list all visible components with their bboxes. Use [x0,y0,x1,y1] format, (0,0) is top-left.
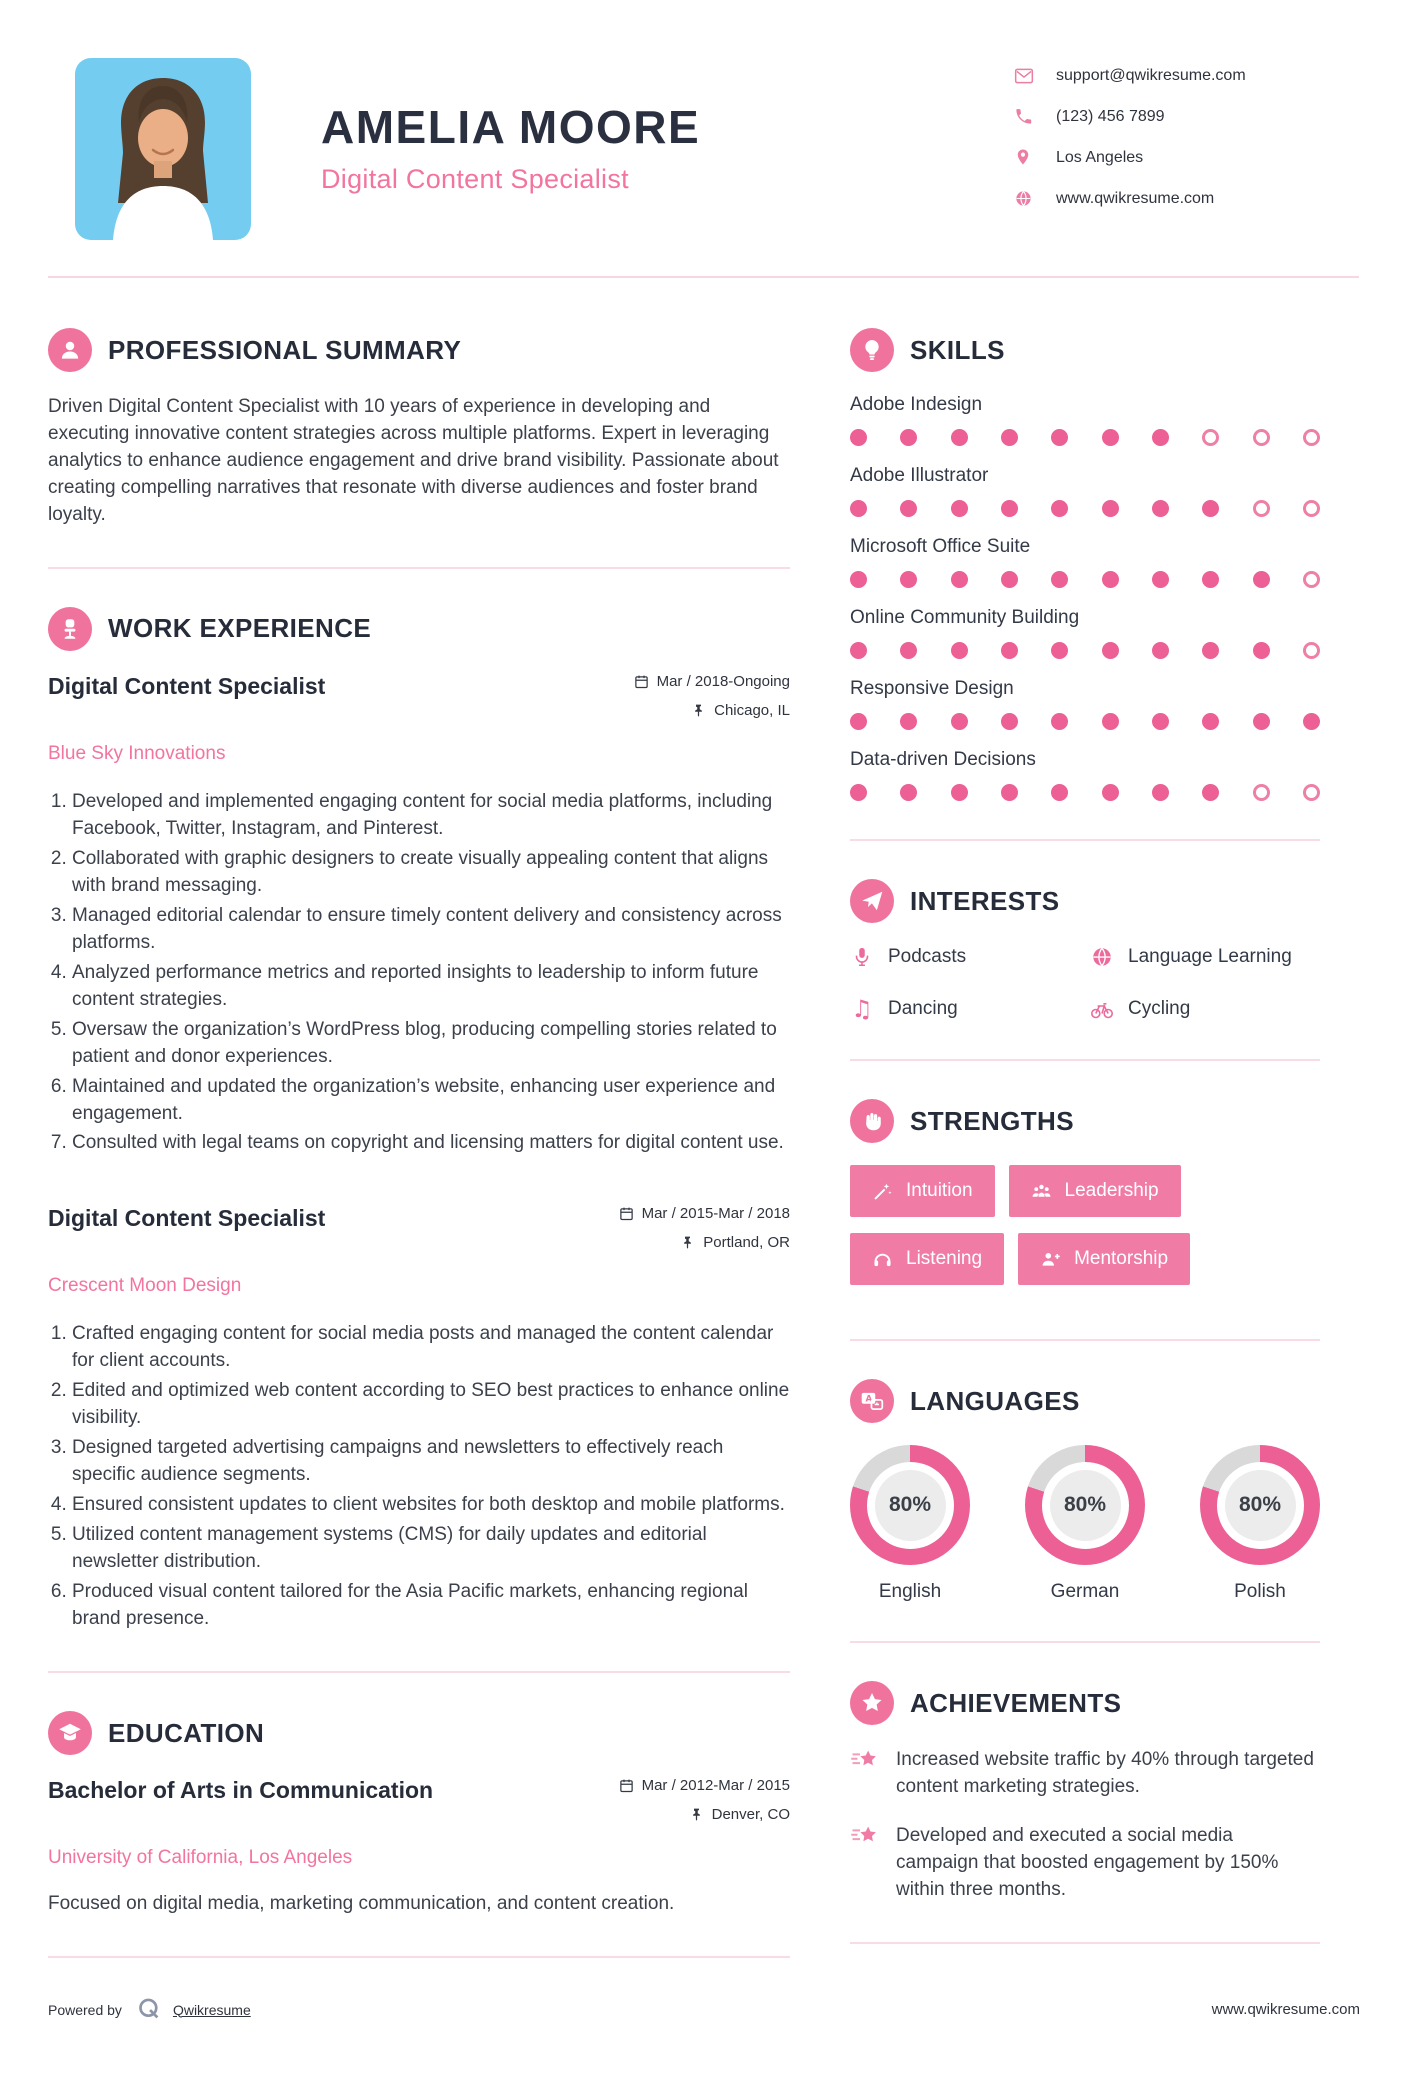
languages-section [850,1379,1320,1603]
donut-hole [1217,1462,1304,1549]
job-dates-text: Mar / 2015-Mar / 2018 [641,1205,790,1223]
job-title: Digital Content Specialist [48,672,326,699]
school-name: University of California, Los Angeles [48,1847,353,1869]
strengths-section [850,1099,1320,1301]
language-item [1200,1445,1320,1603]
globe-icon [1090,945,1114,969]
strength-badge [1009,1165,1181,1217]
job-entry [48,673,790,1158]
skill-rating [850,500,1320,517]
skill-row [850,749,1320,801]
interest-item [850,945,1080,969]
achievement-item [850,1747,1320,1801]
degree-title: Bachelor of Arts in Communication [48,1777,434,1804]
skill-dot [951,571,968,588]
skill-dot [951,713,968,730]
skill-dot [1303,500,1320,517]
education-header [48,1711,790,1755]
skill-dot [900,429,917,446]
bullet-item: 2. Edited and optimized web content according to SEO best practices to enhance online visibility. [72,1378,790,1432]
skills-section [850,328,1320,801]
pushpin-icon [691,703,706,718]
education-section [48,1711,790,1918]
skill-rating [850,713,1320,730]
bullet-item: 1. Crafted engaging content for social media posts and managed the content calendar for client accounts. [72,1321,790,1375]
job-company: Crescent Moon Design [48,1275,242,1297]
contact-website[interactable] [1014,189,1359,209]
achievements-header [850,1681,1320,1725]
skill-dot [1202,784,1219,801]
powered-by-label: Powered by [48,2001,122,2018]
contact-location-text: Los Angeles [1056,149,1144,166]
language-percent: 80% [888,1493,932,1516]
skill-dot [1152,500,1169,517]
contact-location [1014,148,1359,168]
section-divider [48,1671,790,1673]
globe-icon [1014,189,1034,209]
bullet-item: 3. Managed editorial calendar to ensure timely content delivery and consistency across platforms. [72,903,790,957]
interests-header [850,879,1320,923]
contact-email-text: support@qwikresume.com [1056,67,1246,84]
skill-name: Microsoft Office Suite [850,536,1031,557]
content-columns [0,278,1407,1996]
interests-grid [850,945,1320,1021]
job-bullet-list [48,1321,790,1633]
skill-dot [1102,571,1119,588]
skill-dot [1253,784,1270,801]
skill-dot [900,571,917,588]
skill-dot [850,500,867,517]
education-location-text: Denver, CO [711,1806,790,1824]
skill-dot [1001,500,1018,517]
person-job-title: Digital Content Specialist [321,164,629,194]
skill-dot [1051,500,1068,517]
job-location [634,702,790,719]
education-title: EDUCATION [108,1717,265,1748]
section-divider [48,1956,790,1958]
job-entry [48,1205,790,1633]
skill-row [850,536,1320,588]
skill-dot [1051,713,1068,730]
skill-row [850,678,1320,730]
work-title: WORK EXPERIENCE [108,613,372,644]
strength-label: Intuition [906,1180,973,1201]
achievements-title: ACHIEVEMENTS [910,1687,1122,1718]
donut-core [1225,1470,1296,1541]
calendar-icon [619,1778,634,1793]
office-chair-icon [48,607,92,651]
strength-badge [850,1233,1004,1285]
summary-title: PROFESSIONAL SUMMARY [108,334,462,365]
skill-dot [1202,571,1219,588]
skill-dot [1303,784,1320,801]
language-name: Polish [1234,1581,1286,1602]
education-entry-top [48,1777,790,1835]
summary-header [48,328,790,372]
bullet-item: 5. Oversaw the organization’s WordPress blog, producing compelling stories related to patient and donor experiences. [72,1017,790,1071]
skill-dot [900,500,917,517]
person-icon [48,328,92,372]
skill-dot [1001,571,1018,588]
skill-dot [951,429,968,446]
person-name: AMELIA MOORE [321,101,701,153]
skill-dot [951,784,968,801]
language-percent: 80% [1063,1493,1107,1516]
language-name: English [878,1581,942,1602]
skill-dot [900,713,917,730]
achievements-section [850,1681,1320,1904]
skill-dot [1001,642,1018,659]
skill-row [850,465,1320,517]
skills-header [850,328,1320,372]
skill-row [850,607,1320,659]
job-dates [619,1205,790,1222]
skill-dot [1051,642,1068,659]
paper-plane-icon [850,879,894,923]
profile-photo-illustration [75,58,251,240]
star-icon [850,1681,894,1725]
skill-dot [1303,571,1320,588]
skill-dot [1051,429,1068,446]
strengths-title: STRENGTHS [910,1105,1074,1136]
work-section [48,607,790,1633]
section-divider [850,1641,1320,1643]
pushpin-icon [689,1807,704,1822]
job-entry-top [48,1205,790,1263]
skill-dot [1001,784,1018,801]
skill-name: Online Community Building [850,607,1080,628]
interest-label: Podcasts [888,946,967,967]
skill-name: Adobe Indesign [850,394,983,415]
achievement-text: Increased website traffic by 40% through targeted content marketing strategies. [896,1749,1314,1797]
interest-item [850,997,1080,1021]
donut-hole [1042,1462,1129,1549]
graduate-icon [48,1711,92,1755]
skill-dot [850,784,867,801]
strength-badge [1018,1233,1190,1285]
interests-title: INTERESTS [910,885,1060,916]
bullet-item: 5. Utilized content management systems (CMS) for daily updates and editorial newsletter distribution. [72,1522,790,1576]
email-icon [1014,66,1034,86]
skill-dot [850,429,867,446]
section-divider [850,1942,1320,1944]
bullet-item: 1. Developed and implemented engaging content for social media platforms, including Facebook, Twitter, Instagram, and Pinterest. [72,789,790,843]
skill-dot [1303,429,1320,446]
skill-dot [1253,713,1270,730]
skill-name: Adobe Illustrator [850,465,989,486]
skill-dot [900,642,917,659]
job-dates [634,673,790,690]
skill-dot [1152,642,1169,659]
bicycle-icon [1090,997,1114,1021]
education-note: Focused on digital media, marketing communication, and content creation. [48,1893,675,1915]
language-donut [1025,1445,1145,1565]
skill-dot [951,500,968,517]
skill-rating [850,429,1320,446]
job-company: Blue Sky Innovations [48,742,226,764]
strength-label: Listening [906,1248,983,1269]
job-meta [619,1205,790,1263]
skill-dot [951,642,968,659]
identity-block [321,58,700,195]
interest-item [1090,997,1320,1021]
interest-label: Cycling [1128,998,1191,1019]
contact-email[interactable] [1014,66,1359,86]
pushpin-icon [680,1235,695,1250]
bullet-item: 6. Maintained and updated the organization’s website, enhancing user experience and engagement. [72,1074,790,1128]
skill-dot [1001,713,1018,730]
section-divider [850,1339,1320,1341]
skill-dot [1152,784,1169,801]
contact-phone[interactable] [1014,107,1359,127]
language-percent: 80% [1238,1493,1282,1516]
calendar-icon [619,1206,634,1221]
job-location-text: Portland, OR [703,1234,790,1252]
job-entry-top [48,673,790,731]
location-icon [1014,148,1034,168]
interest-label: Dancing [888,998,958,1019]
skill-dot [900,784,917,801]
language-item [1025,1445,1145,1603]
skill-dot [1152,429,1169,446]
skill-dot [1152,713,1169,730]
donut-core [1050,1470,1121,1541]
strength-label: Leadership [1064,1180,1159,1201]
skill-dot [850,642,867,659]
achievement-item [850,1823,1320,1904]
skill-name: Responsive Design [850,678,1014,699]
language-item [850,1445,970,1603]
shooting-star-icon [850,1745,880,1775]
profile-photo [75,58,251,240]
fist-icon [850,1099,894,1143]
skill-dot [1001,429,1018,446]
skills-title: SKILLS [910,334,1005,365]
job-meta [634,673,790,731]
job-location-text: Chicago, IL [714,701,790,719]
magic-wand-icon [872,1181,893,1202]
section-divider [850,1059,1320,1061]
skill-dot [1102,429,1119,446]
skill-dot [1102,784,1119,801]
education-location [619,1806,790,1823]
skill-dot [1202,500,1219,517]
education-meta [619,1777,790,1835]
section-divider [48,567,790,569]
skill-dot [1253,500,1270,517]
phone-icon [1014,107,1034,127]
contact-website-text: www.qwikresume.com [1056,190,1215,207]
languages-header [850,1379,1320,1423]
language-name: German [1050,1581,1120,1602]
section-divider [850,839,1320,841]
header [0,0,1407,240]
footer [0,1996,1407,2085]
job-location [619,1234,790,1251]
skill-dot [850,713,867,730]
job-title: Digital Content Specialist [48,1205,326,1232]
qwikresume-logo-icon [136,1996,163,2023]
powered-by-block [48,1996,251,2023]
bullet-item: 2. Collaborated with graphic designers to create visually appealing content that aligns with brand messaging. [72,846,790,900]
skill-dot [1303,713,1320,730]
bullet-item: 7. Consulted with legal teams on copyright and licensing matters for digital content use. [72,1130,790,1157]
languages-title: LANGUAGES [910,1385,1080,1416]
user-plus-icon [1040,1249,1061,1270]
bullet-item: 4. Analyzed performance metrics and reported insights to leadership to inform future content strategies. [72,960,790,1014]
skill-dot [1051,784,1068,801]
skill-rating [850,642,1320,659]
contact-phone-text: (123) 456 7899 [1056,108,1165,125]
work-header [48,607,790,651]
strengths-header [850,1099,1320,1143]
language-donut [850,1445,970,1565]
lightbulb-icon [850,328,894,372]
skill-dot [1253,429,1270,446]
bullet-item: 3. Designed targeted advertising campaigns and newsletters to effectively reach specific audience segments. [72,1435,790,1489]
skill-dot [1202,713,1219,730]
skill-dot [1102,642,1119,659]
skill-dot [1051,571,1068,588]
skill-dot [850,571,867,588]
interest-item [1090,945,1320,969]
skill-dot [1253,642,1270,659]
shooting-star-icon [850,1821,880,1851]
skill-dot [1202,642,1219,659]
job-dates-text: Mar / 2018-Ongoing [656,672,790,690]
strength-badges [850,1165,1320,1301]
language-donut [1200,1445,1320,1565]
calendar-icon [634,674,649,689]
contact-block [1014,58,1359,230]
skill-dot [1152,571,1169,588]
interests-section [850,879,1320,1021]
interest-label: Language Learning [1128,946,1292,967]
translate-icon [850,1379,894,1423]
bullet-item: 6. Produced visual content tailored for the Asia Pacific markets, enhancing regional brand presence. [72,1579,790,1633]
right-column [850,328,1320,1996]
footer-website[interactable]: www.qwikresume.com [1211,2001,1360,2019]
left-column [48,328,790,1996]
job-bullet-list [48,789,790,1158]
summary-section [48,328,790,529]
svg-text:A: A [865,1394,873,1405]
donut-hole [867,1462,954,1549]
education-entry [48,1777,790,1918]
achievement-text: Developed and executed a social media campaign that boosted engagement by 150% within three months. [896,1824,1279,1900]
skill-dot [1202,429,1219,446]
education-dates-text: Mar / 2012-Mar / 2015 [641,1777,790,1795]
skill-dot [1303,642,1320,659]
strength-label: Mentorship [1074,1248,1169,1269]
skill-rating [850,571,1320,588]
group-icon [1031,1181,1052,1202]
strength-badge [850,1165,995,1217]
headphones-icon [872,1249,893,1270]
qwikresume-link[interactable]: Qwikresume [172,2001,251,2018]
skill-name: Data-driven Decisions [850,749,1036,770]
education-dates [619,1777,790,1794]
skill-dot [1102,713,1119,730]
music-note-icon: ♫ [851,995,873,1023]
skill-dot [1253,571,1270,588]
skill-dot [1102,500,1119,517]
skill-rating [850,784,1320,801]
bullet-item: 4. Ensured consistent updates to client websites for both desktop and mobile platforms. [72,1492,790,1519]
languages-row [850,1445,1320,1603]
microphone-icon [850,945,874,969]
donut-core [875,1470,946,1541]
skill-row [850,394,1320,446]
summary-text: Driven Digital Content Specialist with 10 years of experience in developing and executing innovative content strategies across multiple platforms. Expert in leveraging analytics to enhance audience engagement and drive brand visibility. Passionate about creating compelling narratives that resonate with diverse audiences and foster brand loyalty. [48,396,779,525]
